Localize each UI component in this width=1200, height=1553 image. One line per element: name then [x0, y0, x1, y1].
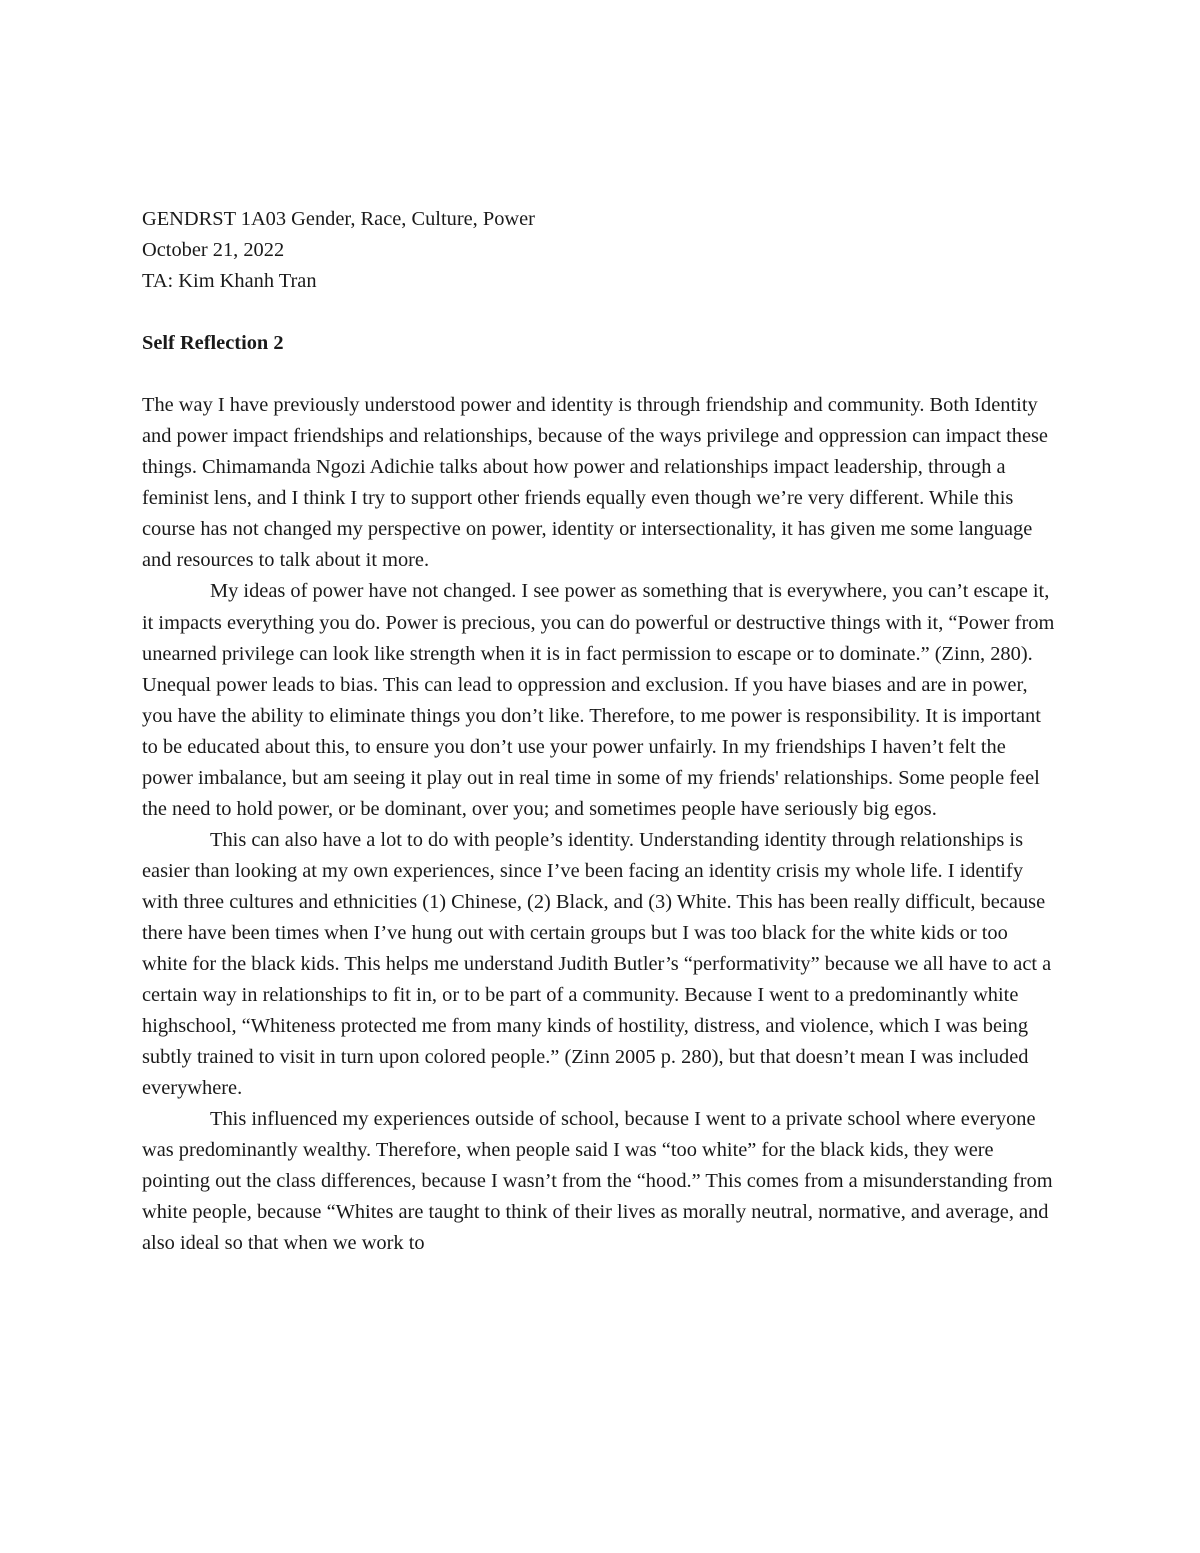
paragraph-1: The way I have previously understood power and identity is through friendship and community. Both Identity and power impact friendships and relationships, because of the ways privilege and oppression can impact these things. Chimamanda Ngozi Adichie talks about how power and relationships impact leadership, through a feminist lens, and I think I try to support other friends equally even though we’re very different. While this course has not changed my perspective on power, identity or intersectionality, it has given me some language and resources to talk about it more.: [142, 394, 1048, 572]
teaching-assistant: TA: Kim Khanh Tran: [142, 270, 317, 293]
document-date: October 21, 2022: [142, 239, 285, 262]
paragraph-4: This influenced my experiences outside of school, because I went to a private school where everyone was predominantly wealthy. Therefore, when people said I was “too white” for the black kids, they were pointing out the class differences, because I wasn’t from the “hood.” This comes from a misunderstanding from white people, because “Whites are taught to think of their lives as morally neutral, normative, and average, and also ideal so that when we work to: [142, 1108, 1053, 1255]
document-title: Self Reflection 2: [142, 332, 284, 355]
course-title: GENDRST 1A03 Gender, Race, Culture, Power: [142, 208, 535, 230]
paragraph-3: This can also have a lot to do with people’s identity. Understanding identity through relationships is easier than looking at my own experiences, since I’ve been facing an identity crisis my whole life. I identify with three cultures and ethnicities (1) Chinese, (2) Black, and (3) White. This has been really difficult, because there have been times when I’ve hung out with certain groups but I was too black for the white kids or too white for the black kids. This helps me understand Judith Butler’s “performativity” because we all have to act a certain way in relationships to fit in, or to be part of a community. Because I went to a predominantly white highschool, “Whiteness protected me from many kinds of hostility, distress, and violence, which I was being subtly trained to visit in turn upon colored people.” (Zinn 2005 p. 280), but that doesn’t mean I was included everywhere.: [142, 828, 1052, 1100]
paragraph-2: My ideas of power have not changed. I see power as something that is everywhere, you can’t escape it, it impacts everything you do. Power is precious, you can do powerful or destructive things with it, “Power from unearned privilege can look like strength when it is in fact permission to escape or to dominate.” (Zinn, 280). Unequal power leads to bias. This can lead to oppression and exclusion. If you have biases and are in power, you have the ability to eliminate things you don’t like. Therefore, to me power is responsibility. It is important to be educated about this, to ensure you don’t use your power unfairly. In my friendships I haven’t felt the power imbalance, but am seeing it play out in real time in some of my friends' relationships. Some people feel the need to hold power, or be dominant, over you; and sometimes people have seriously big egos.: [142, 580, 1055, 820]
document-body: [142, 204, 1058, 1260]
